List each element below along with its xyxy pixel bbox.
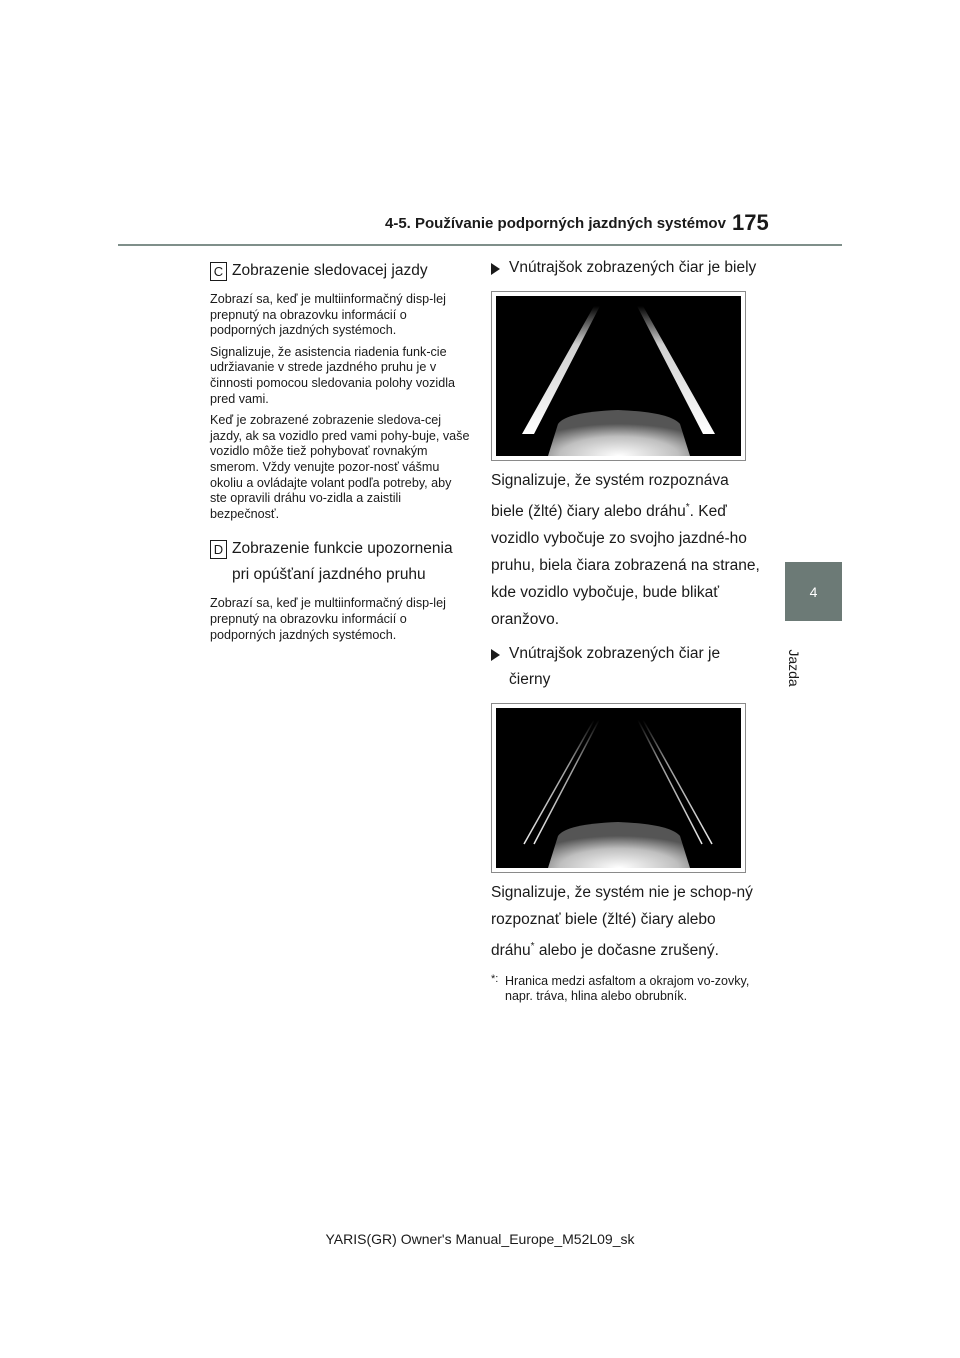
lane-display-white-image	[496, 296, 741, 456]
page-number: 175	[732, 210, 769, 235]
page-footer: YARIS(GR) Owner's Manual_Europe_M52L09_sk	[325, 1231, 635, 1247]
section-c-heading	[210, 258, 470, 284]
section-d-paragraph: Zobrazí sa, keď je multiinformačný disp-lej prepnutý na obrazovku informácií o podporných jazdných systémoch.	[210, 596, 446, 642]
left-column	[210, 258, 470, 649]
footnote	[491, 974, 761, 1004]
section-c-paragraph: Keď je zobrazené zobrazenie sledova-cej jazdy, ak sa vozidlo pred vami pohy-buje, vaše vozidlo môže tiež pohybovať rovnakým smerom. Vždy venujte pozor-nosť vášmu okoliu a ovládajte volant podľa potreby, aby ste opravili dráhu vo-zidla a zaistili bezpečnosť.	[210, 413, 470, 521]
section-c-title: Zobrazenie sledovacej jazdy	[232, 262, 428, 279]
black-lines-description: Signalizuje, že systém nie je schop-ný rozpoznať biele (žlté) čiary alebo dráhu* alebo je dočasne zrušený.	[491, 884, 753, 960]
section-d-letter: D	[210, 540, 227, 559]
section-d-heading	[210, 536, 470, 588]
white-lines-heading	[491, 255, 761, 281]
header-rule	[118, 244, 842, 246]
black-lines-illustration	[491, 703, 746, 873]
white-lines-heading-text: Vnútrajšok zobrazených čiar je biely	[509, 259, 757, 276]
white-lines-description: Signalizuje, že systém rozpoznáva biele (žlté) čiary alebo dráhu*. Keď vozidlo vybočuje zo svojho jazdné-ho pruhu, biela čiara zobrazená na strane, kde vozidlo vybočuje, bude blikať oranžovo.	[491, 472, 760, 629]
black-lines-heading	[491, 641, 761, 693]
section-d-title: Zobrazenie funkcie upozornenia pri opúšťaní jazdného pruhu	[232, 540, 453, 584]
section-c-letter: C	[210, 262, 227, 281]
black-lines-heading-text: Vnútrajšok zobrazených čiar je čierny	[509, 645, 721, 689]
section-c-paragraph: Signalizuje, že asistencia riadenia funk-cie udržiavanie v strede jazdného pruhu je v činnosti pomocou sledovania polohy vozidla pred vami.	[210, 344, 456, 406]
right-column	[491, 255, 761, 1004]
footnote-mark: *:	[491, 973, 499, 986]
chapter-label: Jazda	[786, 649, 802, 687]
bullet-triangle-icon	[491, 263, 500, 275]
footnote-text: Hranica medzi asfaltom a okrajom vo-zovky, napr. tráva, hlina alebo obrubník.	[505, 974, 750, 1004]
bullet-triangle-icon	[491, 649, 500, 661]
section-title: 4-5. Používanie podporných jazdných systémov	[385, 215, 726, 232]
section-c-paragraph: Zobrazí sa, keď je multiinformačný disp-lej prepnutý na obrazovku informácií o podporných jazdných systémoch.	[210, 292, 446, 338]
chapter-tab	[785, 562, 842, 621]
white-lines-illustration	[491, 291, 746, 461]
chapter-number: 4	[809, 583, 818, 600]
lane-display-black-image	[496, 708, 741, 868]
